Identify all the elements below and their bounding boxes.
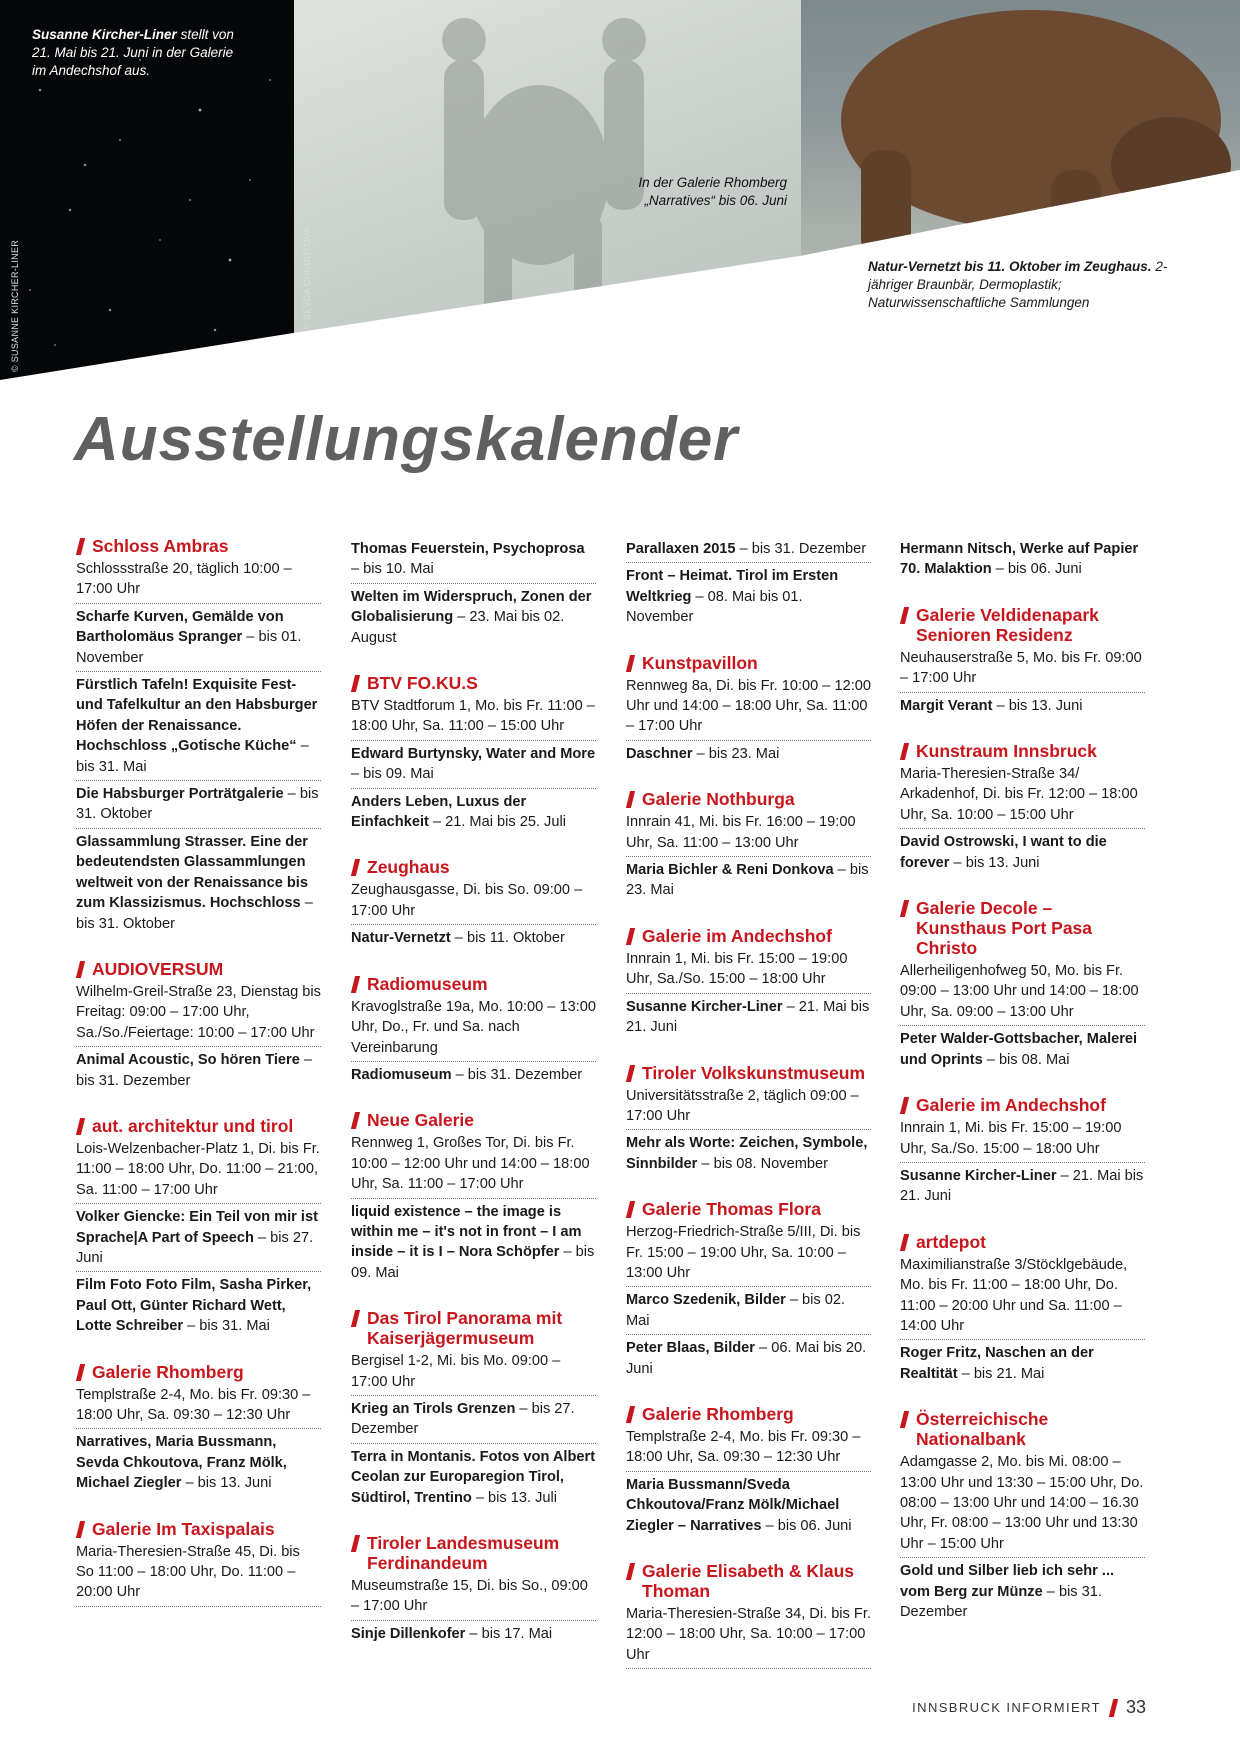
exhibition-date: bis 08. Mai — [998, 1051, 1070, 1068]
exhibition-date: bis 06. Juni — [777, 1517, 852, 1534]
venue-name — [76, 1362, 321, 1382]
exhibition-date: bis 31. Dezember — [76, 1072, 191, 1089]
exhibition-title: Animal Acoustic, So hören Tiere — [76, 1052, 300, 1069]
venue-name-text: Galerie Decole – Kunsthaus Port Pasa Christo — [916, 898, 1093, 959]
slash-icon — [900, 743, 909, 760]
slash-icon — [626, 655, 635, 672]
caption-bear — [868, 258, 1198, 312]
venue-name-text: artdepot — [916, 1231, 986, 1252]
caption-stars — [32, 26, 242, 80]
slash-icon — [900, 1097, 909, 1114]
exhibition-item: Peter Walder-Gottsbacher, Malerei und Oprints – bis 08. Mai — [900, 1031, 1138, 1068]
exhibition-date: bis 23. Mai — [626, 862, 869, 899]
exhibition-date: 21. Mai bis 21. Juni — [626, 998, 870, 1036]
venue-block — [76, 1519, 321, 1607]
calendar-column-4 — [900, 536, 1145, 1647]
venue-name-text: Kunstpavillon — [642, 652, 758, 673]
venue-name — [76, 1116, 321, 1136]
exhibition-title: Welten im Widerspruch, Zonen der Globalisierung — [351, 588, 592, 626]
slash-icon — [626, 1406, 635, 1423]
exhibition-title: Margit Verant — [900, 697, 993, 714]
venue-block — [900, 741, 1145, 876]
exhibition-item: Peter Blaas, Bilder – 06. Mai bis 20. Juni — [626, 1340, 867, 1377]
slash-icon — [626, 1563, 635, 1580]
venue-hours: Universitätsstraße 2, täglich 09:00 – 17:00 Uhr — [626, 1086, 871, 1131]
venue-name — [76, 536, 321, 556]
exhibition-title: Edward Burtynsky, Water and More — [351, 745, 596, 762]
venue-block — [76, 959, 321, 1094]
venue-name — [626, 789, 871, 809]
exhibition-title: Mehr als Worte: Zeichen, Symbole, Sinnbilder — [626, 1135, 868, 1172]
venue-name — [626, 926, 871, 946]
exhibition-item: Natur-Vernetzt – bis 11. Oktober — [351, 930, 565, 947]
venue-hours: Innrain 1, Mi. bis Fr. 15:00 – 19:00 Uhr, Sa./So. 15:00 – 18:00 Uhr — [900, 1118, 1145, 1163]
photo-credit-stars: © SUSANNE KIRCHER-LINER — [10, 239, 20, 372]
venue-name — [351, 1308, 596, 1348]
slash-icon — [626, 1065, 635, 1082]
exhibition-item: Sinje Dillenkofer – bis 17. Mai — [351, 1625, 553, 1642]
venue-name — [76, 959, 321, 979]
bear-illustration — [801, 0, 1240, 380]
exhibition-date: bis 27. Juni — [76, 1229, 314, 1266]
venue-name-text: Tiroler Landesmuseum Ferdinandeum — [367, 1533, 560, 1573]
slash-icon — [626, 928, 635, 945]
venue-name — [351, 857, 596, 877]
exhibition-item: Margit Verant – bis 13. Juni — [900, 697, 1083, 714]
exhibition-title: Die Habsburger Porträtgalerie — [76, 786, 284, 803]
exhibition-item: Parallaxen 2015 – bis 31. Dezember — [626, 536, 871, 563]
venue-hours: Schlossstraße 20, täglich 10:00 – 17:00 Uhr — [76, 559, 321, 604]
exhibition-date: bis 08. November — [713, 1155, 828, 1172]
slash-icon — [351, 1112, 360, 1129]
venue-name-text: Galerie Rhomberg — [92, 1361, 244, 1382]
exhibition-item: Glassammlung Strasser. Eine der bedeutendsten Glassammlungen weltweit von der Renaissance bis zum Klassizismus. Hochschloss – bis 31. Oktober — [76, 833, 313, 932]
venue-name-text: Österreichische Nationalbank — [916, 1409, 1049, 1450]
exhibition-date: bis 06. Juni — [1007, 561, 1082, 578]
venue-hours: Herzog-Friedrich-Straße 5/III, Di. bis Fr. 15:00 – 19:00 Uhr, Sa. 10:00 – 13:00 Uhr — [626, 1222, 871, 1287]
venue-hours: Innrain 41, Mi. bis Fr. 16:00 – 19:00 Uhr, Sa. 11:00 – 13:00 Uhr — [626, 812, 871, 857]
venue-block — [626, 926, 871, 1041]
exhibition-title: Daschner — [626, 745, 693, 762]
venue-block — [351, 1533, 596, 1647]
slash-icon — [1109, 1699, 1118, 1717]
slash-icon — [76, 1118, 85, 1135]
venue-name-text: Galerie Thomas Flora — [642, 1199, 821, 1220]
exhibition-title: Marco Szedenik, Bilder — [626, 1292, 786, 1309]
exhibition-title: Glassammlung Strasser. Eine der bedeutendsten Glassammlungen weltweit von der Renaissance bis zum Klassizismus. Hochschloss — [76, 833, 308, 912]
page-number: 33 — [1125, 1697, 1146, 1717]
venue-name — [626, 1404, 871, 1424]
exhibition-title: liquid existence – the image is within me – it's not in front – I am inside – it is I – Nora Schöpfer — [351, 1203, 582, 1261]
venue-hours: Maria-Theresien-Straße 34/ Arkadenhof, Di. bis Fr. 12:00 – 18:00 Uhr, Sa. 10:00 – 15:00 Uhr — [900, 764, 1145, 829]
exhibition-title: Sinje Dillenkofer — [351, 1625, 466, 1642]
exhibition-date: bis 10. Mai — [363, 561, 434, 578]
venue-hours: BTV Stadtforum 1, Mo. bis Fr. 11:00 – 18:00 Uhr, Sa. 11:00 – 15:00 Uhr — [351, 696, 596, 741]
calendar-column-1 — [76, 536, 321, 1629]
slash-icon — [900, 900, 909, 917]
venue-name — [626, 1063, 871, 1083]
venue-name-text: Neue Galerie — [367, 1110, 474, 1131]
exhibition-title: Natur-Vernetzt — [351, 930, 451, 947]
venue-name — [900, 741, 1145, 761]
slash-icon — [351, 859, 360, 876]
exhibition-item: David Ostrowski, I want to die forever – bis 13. Juni — [900, 834, 1107, 871]
venue-block — [900, 605, 1145, 719]
exhibition-title: David Ostrowski, I want to die forever — [900, 834, 1107, 871]
exhibition-title: Krieg an Tirols Grenzen — [351, 1400, 516, 1417]
venue-name-text: aut. architektur und tirol — [92, 1115, 294, 1136]
venue-name-text: Zeughaus — [367, 857, 450, 878]
venue-block — [76, 536, 321, 937]
venue-name-text: Galerie im Andechshof — [916, 1095, 1106, 1116]
slash-icon — [900, 1234, 909, 1251]
venue-name-text: Galerie Veldidenapark Senioren Residenz — [916, 604, 1099, 645]
venue-hours: Lois-Welzenbacher-Platz 1, Di. bis Fr. 11:00 – 18:00 Uhr, Do. 11:00 – 21:00, Sa. 11:00 – 17:00 Uhr — [76, 1139, 321, 1204]
exhibition-date: bis 01. November — [76, 629, 302, 666]
venue-hours: Neuhauserstraße 5, Mo. bis Fr. 09:00 – 17:00 Uhr — [900, 648, 1145, 693]
venue-hours: Wilhelm-Greil-Straße 23, Dienstag bis Freitag: 09:00 – 17:00 Uhr, Sa./So./Feiertage: 10:00 – 17:00 Uhr — [76, 982, 321, 1047]
exhibition-date: 23. Mai bis 02. August — [351, 609, 565, 646]
exhibition-date: bis 31. Mai — [76, 758, 147, 775]
venue-name-text: Galerie Elisabeth & Klaus Thoman — [642, 1561, 855, 1601]
venue-hours: Maximilianstraße 3/Stöcklgebäude, Mo. bis Fr. 11:00 – 18:00 Uhr, Do. 11:00 – 20:00 Uhr und Sa. 11:00 – 14:00 Uhr — [900, 1255, 1145, 1341]
slash-icon — [626, 791, 635, 808]
exhibition-date: 06. Mai bis 20. Juni — [626, 1340, 867, 1377]
exhibition-date: bis 13. Juni — [1008, 697, 1083, 714]
exhibition-item: Thomas Feuerstein, Psychoprosa – bis 10. Mai — [351, 536, 596, 584]
caption-bear-title: Natur-Vernetzt bis 11. Oktober im Zeughaus. — [868, 259, 1152, 274]
venue-name — [351, 1533, 596, 1573]
venue-hours: Museumstraße 15, Di. bis So., 09:00 – 17:00 Uhr — [351, 1576, 596, 1621]
exhibition-date: bis 13. Juni — [965, 854, 1040, 871]
publication-name: INNSBRUCK INFORMIERT — [912, 1700, 1101, 1715]
venue-block — [900, 1232, 1145, 1387]
venue-hours: Maria-Theresien-Straße 34, Di. bis Fr. 12:00 – 18:00 Uhr, Sa. 10:00 – 17:00 Uhr — [626, 1604, 871, 1669]
venue-block — [900, 536, 1145, 583]
page-footer — [912, 1697, 1146, 1718]
exhibition-date: bis 31. Oktober — [76, 786, 319, 823]
slash-icon — [351, 675, 360, 692]
exhibition-item: Marco Szedenik, Bilder – bis 02. Mai — [626, 1287, 871, 1335]
slash-icon — [900, 607, 909, 624]
venue-hours: Templstraße 2-4, Mo. bis Fr. 09:30 – 18:00 Uhr, Sa. 09:30 – 12:30 Uhr — [76, 1385, 321, 1430]
venue-name-text: Schloss Ambras — [92, 536, 229, 556]
slash-icon — [76, 961, 85, 978]
exhibition-title: Peter Walder-Gottsbacher, Malerei und Oprints — [900, 1031, 1138, 1068]
exhibition-title: Gold und Silber lieb ich sehr ... vom Berg zur Münze — [900, 1563, 1115, 1600]
exhibition-title: Narratives, Maria Bussmann, Sevda Chkoutova, Franz Mölk, Michael Ziegler — [76, 1434, 287, 1492]
exhibition-date: bis 09. Mai — [351, 1244, 595, 1281]
exhibition-title: Hermann Nitsch, Werke auf Papier 70. Malaktion — [900, 541, 1139, 578]
calendar-column-2 — [351, 536, 596, 1669]
venue-name-text: BTV FO.KU.S — [367, 673, 478, 694]
venue-block — [900, 898, 1145, 1073]
exhibition-title: Susanne Kircher-Liner — [626, 998, 783, 1015]
venue-name-text: Radiomuseum — [367, 973, 488, 994]
exhibition-title: Susanne Kircher-Liner — [900, 1167, 1057, 1184]
exhibition-date: bis 21. Mai — [973, 1365, 1045, 1382]
exhibition-date: bis 31. Oktober — [76, 915, 175, 932]
venue-hours: Templstraße 2-4, Mo. bis Fr. 09:30 – 18:00 Uhr, Sa. 09:30 – 12:30 Uhr — [626, 1427, 871, 1472]
caption-stars-name: Susanne Kircher-Liner — [32, 27, 177, 42]
exhibition-title: Volker Giencke: Ein Teil von mir ist Sprache|A Part of Speech — [76, 1209, 318, 1246]
venue-name — [626, 653, 871, 673]
venue-name — [900, 898, 1145, 958]
exhibition-date: bis 31. Mai — [199, 1318, 270, 1335]
slash-icon — [351, 976, 360, 993]
exhibition-title: Anders Leben, Luxus der Einfachkeit — [351, 793, 527, 831]
venue-name-text: AUDIOVERSUM — [92, 958, 224, 979]
venue-name — [626, 1561, 871, 1601]
page-title: Ausstellungskalender — [74, 405, 739, 474]
caption-bear-text: 2-jähriger Braunbär, Dermoplastik; Naturwissenschaftliche Sammlungen — [868, 259, 1168, 310]
exhibition-date: bis 31. Dezember — [467, 1066, 583, 1083]
exhibition-date: bis 23. Mai — [708, 745, 780, 762]
venue-name-text: Das Tirol Panorama mit Kaiserjägermuseum — [367, 1308, 563, 1349]
venue-name — [351, 974, 596, 994]
exhibition-item: Roger Fritz, Naschen an der Realtität – bis 21. Mai — [900, 1345, 1094, 1382]
exhibition-item: Radiomuseum – bis 31. Dezember — [351, 1066, 583, 1083]
exhibition-item: Front – Heimat. Tirol im Ersten Weltkrieg – 08. Mai bis 01. November — [626, 568, 839, 626]
exhibition-item: Welten im Widerspruch, Zonen der Globalisierung – 23. Mai bis 02. August — [351, 588, 592, 646]
venue-name-text: Kunstraum Innsbruck — [916, 741, 1097, 762]
exhibition-item: Hermann Nitsch, Werke auf Papier 70. Malaktion – bis 06. Juni — [900, 541, 1139, 578]
venue-name-text: Galerie Nothburga — [642, 789, 795, 810]
venue-name — [351, 673, 596, 693]
venue-block — [900, 1095, 1145, 1210]
venue-hours: Kravoglstraße 19a, Mo. 10:00 – 13:00 Uhr, Do., Fr. und Sa. nach Vereinbarung — [351, 997, 596, 1062]
slash-icon — [76, 1521, 85, 1538]
exhibition-title: Parallaxen 2015 — [626, 541, 736, 557]
venue-block — [351, 536, 596, 651]
venue-block — [76, 1116, 321, 1340]
caption-stars-text: stellt von 21. Mai bis 21. Juni in der Galerie im Andechshof aus. — [32, 27, 234, 78]
exhibition-date: bis 11. Oktober — [466, 930, 565, 947]
venue-hours: Innrain 1, Mi. bis Fr. 15:00 – 19:00 Uhr, Sa./So. 15:00 – 18:00 Uhr — [626, 949, 871, 994]
exhibition-item: Mehr als Worte: Zeichen, Symbole, Sinnbilder – bis 08. November — [626, 1135, 868, 1172]
photo-brown-bear — [801, 0, 1240, 380]
exhibition-item: Die Habsburger Porträtgalerie – bis 31. Oktober — [76, 781, 321, 829]
venue-name — [900, 605, 1145, 645]
venue-block — [76, 1362, 321, 1497]
slash-icon — [76, 1364, 85, 1381]
exhibition-title: Radiomuseum — [351, 1066, 452, 1083]
exhibition-title: Roger Fritz, Naschen an der Realtität — [900, 1345, 1094, 1382]
exhibition-item: Narratives, Maria Bussmann, Sevda Chkoutova, Franz Mölk, Michael Ziegler – bis 13. Juni — [76, 1434, 287, 1492]
venue-name-text: Galerie Rhomberg — [642, 1403, 794, 1424]
venue-name — [900, 1095, 1145, 1115]
exhibition-item: Susanne Kircher-Liner – 21. Mai bis 21. Juni — [900, 1167, 1144, 1205]
exhibition-item: Gold und Silber lieb ich sehr ... vom Berg zur Münze – bis 31. Dezember — [900, 1563, 1115, 1620]
venue-block — [626, 536, 871, 631]
exhibition-date: bis 17. Mai — [481, 1625, 553, 1642]
exhibition-item: Susanne Kircher-Liner – 21. Mai bis 21. Juni — [626, 998, 870, 1036]
exhibition-item: Terra in Montanis. Fotos von Albert Ceolan zur Europaregion Tirol, Südtirol, Trentino – bis 13. Juli — [351, 1448, 596, 1506]
calendar-column-3 — [626, 536, 871, 1691]
caption-narratives: In der Galerie Rhomberg „Narratives“ bis 06. Juni — [638, 175, 787, 208]
exhibition-date: bis 31. Dezember — [751, 541, 867, 557]
venue-hours: Bergisel 1-2, Mi. bis Mo. 09:00 – 17:00 Uhr — [351, 1351, 596, 1396]
venue-block — [626, 653, 871, 768]
slash-icon — [626, 1201, 635, 1218]
venue-hours: Rennweg 1, Großes Tor, Di. bis Fr. 10:00 – 12:00 Uhr und 14:00 – 18:00 Uhr, Sa. 11:00 – 17:00 Uhr — [351, 1133, 596, 1198]
venue-block — [626, 1063, 871, 1178]
exhibition-title: Thomas Feuerstein, Psychoprosa — [351, 541, 585, 557]
exhibition-date: bis 02. Mai — [626, 1292, 846, 1329]
slash-icon — [76, 538, 85, 555]
exhibition-title: Maria Bussmann/Sveda Chkoutova/Franz Mölk/Michael Ziegler – Narratives — [626, 1476, 840, 1534]
venue-name-text: Galerie im Andechshof — [642, 925, 832, 946]
exhibition-item: Anders Leben, Luxus der Einfachkeit – 21. Mai bis 25. Juli — [351, 793, 566, 831]
exhibition-date: bis 09. Mai — [363, 766, 434, 783]
exhibition-title: Film Foto Foto Film, Sasha Pirker, Paul Ott, Günter Richard Wett, Lotte Schreiber — [76, 1277, 312, 1335]
venue-block — [351, 857, 596, 951]
exhibition-item: Edward Burtynsky, Water and More – bis 09. Mai — [351, 741, 596, 789]
venue-hours: Allerheiligenhofweg 50, Mo. bis Fr. 09:00 – 13:00 Uhr und 14:00 – 18:00 Uhr, Sa. 09:00 – 13:00 Uhr — [900, 961, 1145, 1026]
exhibition-item: liquid existence – the image is within me – it's not in front – I am inside – it is I – Nora Schöpfer – bis 09. Mai — [351, 1203, 595, 1281]
photo-credit-narratives: © SEVDA CHKOUTOVA — [302, 227, 312, 330]
venue-block — [351, 974, 596, 1089]
venue-name — [351, 1110, 596, 1130]
exhibition-title: Fürstlich Tafeln! Exquisite Fest- und Tafelkultur an den Habsburger Höfen der Renaissance. Hochschloss „Gotische Küche“ — [76, 677, 318, 755]
slash-icon — [351, 1310, 360, 1327]
exhibition-item: Maria Bussmann/Sveda Chkoutova/Franz Mölk/Michael Ziegler – Narratives – bis 06. Juni — [626, 1476, 852, 1534]
exhibition-date: bis 27. Dezember — [351, 1400, 575, 1438]
venue-block — [351, 673, 596, 835]
exhibition-item: Daschner – bis 23. Mai — [626, 745, 780, 762]
exhibition-date: bis 13. Juni — [197, 1475, 272, 1492]
exhibition-date: 08. Mai bis 01. November — [626, 588, 803, 626]
venue-name — [76, 1519, 321, 1539]
exhibition-item: Volker Giencke: Ein Teil von mir ist Sprache|A Part of Speech – bis 27. Juni — [76, 1204, 321, 1272]
exhibition-item: Animal Acoustic, So hören Tiere – bis 31. Dezember — [76, 1052, 312, 1089]
exhibition-item: Maria Bichler & Reni Donkova – bis 23. Mai — [626, 862, 869, 899]
venue-name — [900, 1232, 1145, 1252]
venue-block — [626, 1404, 871, 1539]
exhibition-title: Terra in Montanis. Fotos von Albert Ceolan zur Europaregion Tirol, Südtirol, Trentino — [351, 1448, 596, 1506]
exhibition-date: 21. Mai bis 25. Juli — [445, 814, 566, 831]
venue-name — [900, 1409, 1145, 1449]
venue-block — [626, 789, 871, 904]
exhibition-title: Maria Bichler & Reni Donkova — [626, 862, 834, 879]
exhibition-item: Film Foto Foto Film, Sasha Pirker, Paul Ott, Günter Richard Wett, Lotte Schreiber – bis 31. Mai — [76, 1277, 312, 1335]
exhibition-item: Fürstlich Tafeln! Exquisite Fest- und Tafelkultur an den Habsburger Höfen der Renaissance. Hochschloss „Gotische Küche“ – bis 31. Mai — [76, 672, 321, 781]
exhibition-date: bis 31. Dezember — [900, 1583, 1102, 1620]
venue-hours: Maria-Theresien-Straße 45, Di. bis So 11:00 – 18:00 Uhr, Do. 11:00 – 20:00 Uhr — [76, 1542, 321, 1607]
venue-block — [900, 1409, 1145, 1625]
exhibition-title: Front – Heimat. Tirol im Ersten Weltkrieg — [626, 568, 839, 605]
venue-name-text: Tiroler Volkskunstmuseum — [642, 1062, 866, 1083]
exhibition-date: 21. Mai bis 21. Juni — [900, 1167, 1144, 1205]
exhibition-title: Peter Blaas, Bilder — [626, 1340, 755, 1357]
exhibition-title: Scharfe Kurven, Gemälde von Bartholomäus Spranger — [76, 608, 284, 646]
venue-block — [351, 1110, 596, 1286]
venue-block — [626, 1561, 871, 1669]
venue-hours: Adamgasse 2, Mo. bis Mi. 08:00 – 13:00 Uhr und 13:30 – 15:00 Uhr, Do. 08:00 – 13:00 Uhr und 14:00 – 16.30 Uhr, Fr. 08:00 – 13:00 Uhr und 13:30 Uhr – 15:00 Uhr — [900, 1452, 1145, 1558]
venue-hours: Zeughausgasse, Di. bis So. 09:00 – 17:00 Uhr — [351, 880, 596, 925]
venue-block — [351, 1308, 596, 1511]
photo-strip — [0, 0, 1240, 380]
exhibition-item: Scharfe Kurven, Gemälde von Bartholomäus Spranger – bis 01. November — [76, 604, 321, 672]
slash-icon — [351, 1535, 360, 1552]
venue-name-text: Galerie Im Taxispalais — [92, 1518, 275, 1539]
slash-icon — [900, 1411, 909, 1428]
venue-hours: Rennweg 8a, Di. bis Fr. 10:00 – 12:00 Uhr und 14:00 – 18:00 Uhr, Sa. 11:00 – 17:00 Uhr — [626, 676, 871, 741]
venue-name — [626, 1199, 871, 1219]
exhibition-item: Krieg an Tirols Grenzen – bis 27. Dezember — [351, 1396, 596, 1444]
exhibition-date: bis 13. Juli — [488, 1489, 557, 1506]
venue-block — [626, 1199, 871, 1382]
